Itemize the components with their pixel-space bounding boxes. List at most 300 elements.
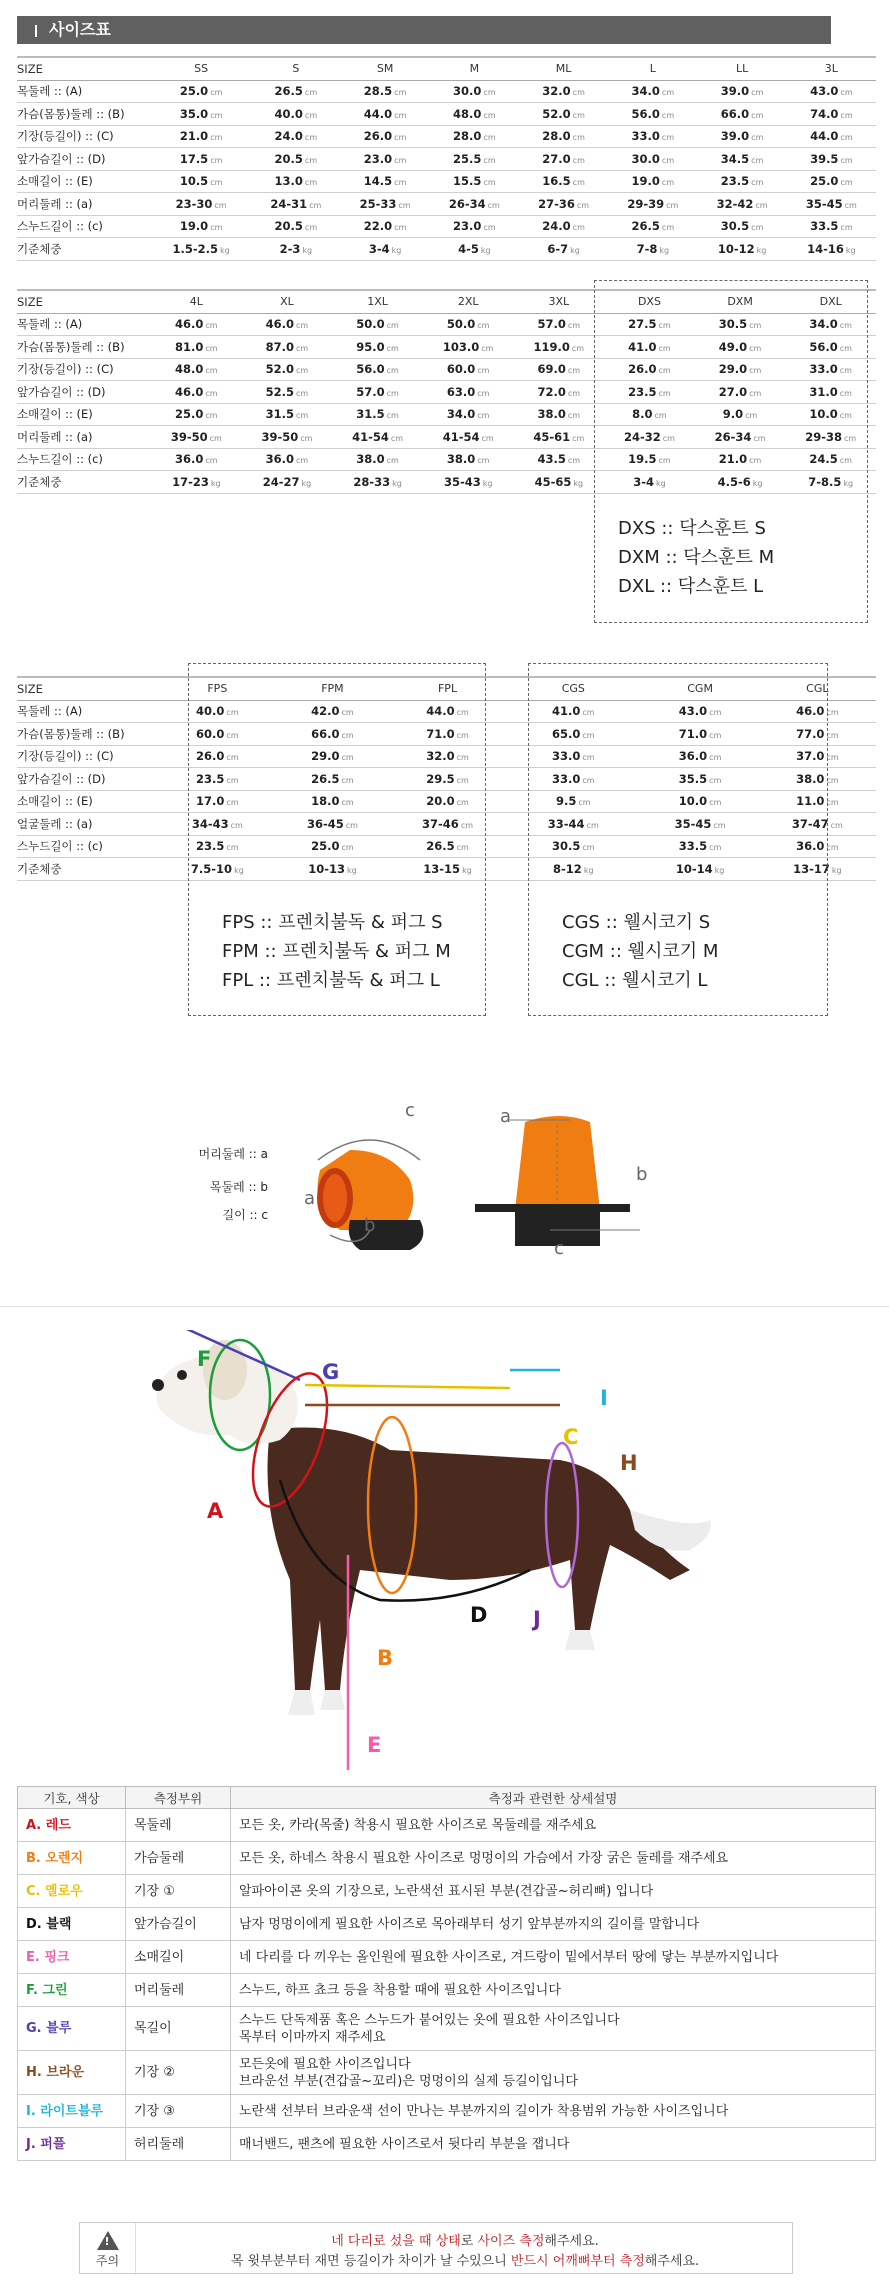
size-unit: kg <box>220 245 230 255</box>
size-unit: kg <box>573 478 584 488</box>
size-cell <box>251 238 340 261</box>
size-unit: cm <box>296 411 309 421</box>
size-cell <box>242 313 333 336</box>
size-value: 46.0 <box>175 384 204 399</box>
size-col-header: 3XL <box>514 290 605 313</box>
size-unit: cm <box>839 411 852 421</box>
size-value: 17.5 <box>179 151 209 166</box>
size-value: 20.5 <box>274 151 303 166</box>
size-value: 22.0 <box>363 219 393 234</box>
size-unit: cm <box>661 155 675 165</box>
size-cell <box>332 403 423 426</box>
size-value: 19.5 <box>628 452 657 467</box>
size-cell <box>242 381 333 404</box>
size-value: 10.0 <box>809 407 838 422</box>
size-cell <box>251 170 340 193</box>
size-unit: kg <box>570 245 580 255</box>
size-value: 30.5 <box>720 219 750 234</box>
size-cell <box>430 193 519 216</box>
size-cell <box>519 215 608 238</box>
size-value: 50.0 <box>446 317 476 332</box>
size-unit: cm <box>839 343 852 353</box>
dog-letter-A: A <box>207 1499 224 1523</box>
size-cell <box>430 125 519 148</box>
size-unit: cm <box>477 456 490 466</box>
size-value: 36.0 <box>678 749 708 764</box>
size-value: 10.5 <box>179 174 209 189</box>
size-unit: cm <box>394 223 407 233</box>
size-value: 25.5 <box>453 151 482 166</box>
size-cell <box>514 403 605 426</box>
table-row <box>18 1974 876 2007</box>
size-unit: cm <box>826 753 839 763</box>
size-col-header: M <box>430 57 519 80</box>
size-value: 33.0 <box>551 749 581 764</box>
size-value: 3-4 <box>368 241 390 256</box>
size-value: 28.0 <box>453 129 482 144</box>
size-value: 34.0 <box>631 84 660 99</box>
size-cell <box>151 125 251 148</box>
size-unit: cm <box>210 155 223 165</box>
size-cell <box>251 103 340 126</box>
caution-text: 로 <box>460 2234 478 2249</box>
size-unit: cm <box>840 88 853 98</box>
size-unit: cm <box>304 178 318 188</box>
size-value: 35-43 <box>443 474 481 489</box>
size-value: 57.0 <box>537 317 566 332</box>
guide-part: 앞가슴길이 <box>126 1908 231 1941</box>
size-unit: cm <box>751 178 764 188</box>
size-value: 44.0 <box>426 704 455 719</box>
size-col-header: FPS <box>160 677 275 700</box>
size-value: 33.5 <box>810 219 839 234</box>
size-cell <box>514 313 605 336</box>
size-value: 30.0 <box>453 84 482 99</box>
snood-letter-a1: a <box>304 1188 316 1209</box>
legend-item: CGM :: 웰시코기 M <box>562 941 719 962</box>
size-unit: cm <box>826 730 839 740</box>
size-value: 36.0 <box>175 452 204 467</box>
guide-line: 매너밴드, 팬츠에 필요한 사이즈로서 뒷다리 부분을 잽니다 <box>239 2136 570 2152</box>
size-value: 31.5 <box>265 407 295 422</box>
size-unit: cm <box>296 343 309 353</box>
size-value: 52.5 <box>265 384 295 399</box>
size-value: 32.0 <box>542 84 571 99</box>
size-cell <box>608 125 697 148</box>
size-value: 60.0 <box>446 362 476 377</box>
legend-item: FPS :: 프렌치불독 & 퍼그 S <box>222 912 443 933</box>
size-unit: cm <box>386 343 399 353</box>
size-value: 26-34 <box>448 196 486 211</box>
size-value: 15.5 <box>453 174 482 189</box>
size-cell <box>251 125 340 148</box>
size-value: 7.5-10 <box>190 861 233 876</box>
size-unit: cm <box>341 708 354 718</box>
size-col-header: ML <box>519 57 608 80</box>
guide-part: 가슴둘레 <box>126 1842 231 1875</box>
size-unit: kg <box>843 478 854 488</box>
size-value: 31.0 <box>809 384 838 399</box>
size-unit: cm <box>304 223 318 233</box>
size-value: 29-38 <box>805 429 842 444</box>
size-unit: kg <box>752 478 763 488</box>
size-cell <box>608 103 697 126</box>
size-col-header: CGM <box>641 677 758 700</box>
size-unit: kg <box>462 865 472 875</box>
size-value: 87.0 <box>265 339 295 354</box>
snood-letter-c2: c <box>554 1238 564 1259</box>
size-unit: cm <box>456 730 469 740</box>
size-cell <box>423 358 514 381</box>
size-cell <box>514 426 605 449</box>
size-unit: cm <box>709 708 722 718</box>
snood-label-b: 목둘레 :: b <box>209 1180 268 1194</box>
size-value: 30.5 <box>718 317 748 332</box>
size-value: 26.0 <box>628 362 657 377</box>
size-unit: cm <box>296 456 309 466</box>
size-value: 24-32 <box>623 429 661 444</box>
size-unit: cm <box>661 223 675 233</box>
size-value: 13-17 <box>793 861 830 876</box>
size-value: 43.5 <box>537 452 566 467</box>
size-unit: cm <box>586 820 599 830</box>
row-label: 앞가슴길이 :: (D) <box>17 148 151 171</box>
guide-line: 노란색 선부터 브라운색 선이 만나는 부분까지의 길이가 착용범위 가능한 사이즈입니다 <box>239 2103 729 2119</box>
size-unit: cm <box>844 200 857 210</box>
size-col-header: LL <box>697 57 786 80</box>
size-unit: cm <box>456 708 469 718</box>
guide-text <box>231 1809 876 1842</box>
size-unit: cm <box>205 343 218 353</box>
size-unit: cm <box>483 155 496 165</box>
size-cell <box>332 426 423 449</box>
snood-illustration <box>290 1100 650 1270</box>
size-value: 19.0 <box>179 219 209 234</box>
table-row <box>17 238 876 261</box>
size-unit: cm <box>658 456 671 466</box>
size-value: 56.0 <box>356 362 385 377</box>
size-unit: cm <box>456 753 469 763</box>
size-unit: cm <box>658 388 671 398</box>
size-unit: kg <box>659 245 670 255</box>
size-unit: cm <box>300 433 313 443</box>
size-cell <box>151 471 242 494</box>
size-col-header: XL <box>242 290 333 313</box>
size-value: 52.0 <box>265 362 295 377</box>
size-cell <box>787 80 876 103</box>
size-col-header: L <box>608 57 697 80</box>
size-unit: cm <box>843 433 857 443</box>
dog-letter-H: H <box>620 1451 638 1475</box>
size-unit: cm <box>840 223 853 233</box>
size-col-header: SS <box>151 57 251 80</box>
size-unit: cm <box>481 433 494 443</box>
size-table-1 <box>17 56 876 261</box>
size-value: 10-12 <box>717 241 755 256</box>
size-cell <box>151 80 251 103</box>
size-value: 33.5 <box>678 839 708 854</box>
size-cell <box>608 170 697 193</box>
size-value: 38.0 <box>446 452 476 467</box>
row-label: 가슴(몸통)둘레 :: (B) <box>17 723 160 746</box>
row-label: 목둘레 :: (A) <box>17 80 151 103</box>
guide-text <box>231 2007 876 2051</box>
size-value: 28.0 <box>542 129 571 144</box>
size-unit: cm <box>749 343 762 353</box>
size-value: 66.0 <box>311 726 340 741</box>
size-col-header: DXS <box>604 290 695 313</box>
size-value: 26-34 <box>714 429 752 444</box>
size-unit: kg <box>210 478 221 488</box>
guide-key: G. 블루 <box>18 2007 126 2051</box>
size-cell <box>697 103 786 126</box>
size-cell <box>787 148 876 171</box>
guide-line: 스누드, 하프 쵸크 등을 착용할 때에 필요한 사이즈입니다 <box>239 1982 561 1998</box>
guide-text <box>231 2128 876 2161</box>
size-cell <box>251 193 340 216</box>
size-value: 4-5 <box>458 241 479 256</box>
size-unit: cm <box>226 843 239 853</box>
size-value: 37-46 <box>422 816 459 831</box>
size-cell <box>519 148 608 171</box>
dog-body <box>152 1340 711 1715</box>
size-unit: cm <box>582 730 595 740</box>
size-unit: cm <box>226 798 239 808</box>
size-value: 35-45 <box>674 816 712 831</box>
size-unit: cm <box>483 110 496 120</box>
table-row <box>18 1908 876 1941</box>
table-row <box>17 125 876 148</box>
guide-col-header: 측정부위 <box>126 1787 231 1809</box>
size-value: 40.0 <box>274 106 303 121</box>
size-unit: cm <box>830 820 843 830</box>
size-cell <box>519 103 608 126</box>
size-value: 39-50 <box>261 429 299 444</box>
size-unit: cm <box>572 110 585 120</box>
size-unit: cm <box>839 366 852 376</box>
size-value: 20.5 <box>274 219 303 234</box>
size-value: 39.5 <box>810 151 839 166</box>
size-value: 29-39 <box>627 196 665 211</box>
size-unit: cm <box>567 388 581 398</box>
guide-text <box>231 2051 876 2095</box>
snood-letter-b1: b <box>364 1215 376 1236</box>
size-cell <box>340 148 429 171</box>
size-value: 23.5 <box>720 174 750 189</box>
size-unit: cm <box>751 110 764 120</box>
size-value: 26.0 <box>363 129 393 144</box>
guide-key: E. 핑크 <box>18 1941 126 1974</box>
size-value: 72.0 <box>537 384 566 399</box>
size-cell <box>423 403 514 426</box>
size-unit: cm <box>386 321 399 331</box>
size-value: 16.5 <box>542 174 571 189</box>
size-value: 14-16 <box>807 241 844 256</box>
size-value: 43.0 <box>810 84 839 99</box>
size-unit: cm <box>477 366 490 376</box>
size-unit: cm <box>839 321 852 331</box>
guide-key: F. 그린 <box>18 1974 126 2007</box>
size-unit: cm <box>661 133 675 143</box>
guide-text <box>231 1875 876 1908</box>
size-unit: cm <box>745 411 758 421</box>
size-cell <box>332 336 423 359</box>
size-value: 35-45 <box>805 196 843 211</box>
size-value: 28-33 <box>353 474 391 489</box>
size-unit: cm <box>210 88 223 98</box>
size-unit: cm <box>394 88 407 98</box>
size-unit: cm <box>572 155 585 165</box>
size-cell <box>423 381 514 404</box>
size-unit: cm <box>572 178 585 188</box>
size-value: 1.5-2.5 <box>172 241 219 256</box>
row-label: 가슴(몸통)둘레 :: (B) <box>17 103 151 126</box>
size-unit: cm <box>210 223 223 233</box>
guide-text <box>231 1842 876 1875</box>
size-col-header: DXM <box>695 290 786 313</box>
size-cell <box>787 103 876 126</box>
size-value: 41.0 <box>628 339 657 354</box>
size-unit: cm <box>390 433 404 443</box>
size-value: 63.0 <box>446 384 476 399</box>
size-cell <box>787 170 876 193</box>
size-cell <box>340 80 429 103</box>
size-value: 31.5 <box>356 407 385 422</box>
size-unit: cm <box>341 843 354 853</box>
table-row <box>17 80 876 103</box>
size-value: 24.0 <box>542 219 571 234</box>
size-value: 41.0 <box>551 704 581 719</box>
dog-letter-I: I <box>600 1386 608 1410</box>
page-title: 사이즈표 <box>49 20 111 39</box>
size-unit: kg <box>346 865 357 875</box>
table-row <box>18 2007 876 2051</box>
size-unit: cm <box>214 200 227 210</box>
size-value: 32.0 <box>426 749 455 764</box>
size-value: 26.5 <box>311 771 340 786</box>
caution-text: 목 윗부분부터 재면 등길이가 차이가 날 수있으니 <box>230 2254 511 2269</box>
size-unit: cm <box>826 798 839 808</box>
size-unit: cm <box>713 820 726 830</box>
size-value: 26.5 <box>631 219 660 234</box>
size-cell <box>242 426 333 449</box>
size-unit: cm <box>826 843 839 853</box>
table-row <box>17 170 876 193</box>
snood-front-view <box>475 1116 640 1250</box>
size-unit: cm <box>755 200 768 210</box>
size-value: 23.5 <box>196 839 225 854</box>
size-unit: cm <box>210 110 223 120</box>
size-cell <box>514 358 605 381</box>
table-row <box>17 103 876 126</box>
row-label: 소매길이 :: (E) <box>17 403 151 426</box>
row-label: 목둘레 :: (A) <box>17 700 160 723</box>
size-cell <box>697 215 786 238</box>
size-cell <box>423 426 514 449</box>
size-value: 103.0 <box>442 339 480 354</box>
size-unit: cm <box>477 411 490 421</box>
guide-line: 모든 옷, 하네스 착용시 필요한 사이즈로 멍멍이의 가슴에서 가장 굵은 둘레를 재주세요 <box>239 1850 729 1866</box>
table-row <box>18 2128 876 2161</box>
size-unit: cm <box>839 456 852 466</box>
size-cell <box>519 80 608 103</box>
size-unit: cm <box>751 133 764 143</box>
size-value: 34.0 <box>809 317 838 332</box>
guide-key: A. 레드 <box>18 1809 126 1842</box>
size-value: 27.5 <box>628 317 657 332</box>
guide-key: B. 오렌지 <box>18 1842 126 1875</box>
row-label: 기장(등길이) :: (C) <box>17 745 160 768</box>
size-value: 18.0 <box>311 794 340 809</box>
size-cell <box>340 193 429 216</box>
size-unit: cm <box>749 321 762 331</box>
size-unit: cm <box>751 88 764 98</box>
size-unit: cm <box>840 155 853 165</box>
size-unit: cm <box>662 433 675 443</box>
size-value: 13.0 <box>274 174 303 189</box>
size-value: 10-14 <box>675 861 713 876</box>
legend-item: DXS :: 닥스훈트 S <box>618 518 766 539</box>
size-value: 23.5 <box>196 771 225 786</box>
size-value: 23-30 <box>175 196 213 211</box>
size-cell <box>151 403 242 426</box>
guide-part: 머리둘레 <box>126 1974 231 2007</box>
size-unit: cm <box>460 820 474 830</box>
snood-letter-a2: a <box>500 1106 512 1127</box>
table-row <box>17 215 876 238</box>
dog-letter-E: E <box>367 1733 382 1757</box>
guide-part: 기장 ③ <box>126 2095 231 2128</box>
guide-text <box>231 1941 876 1974</box>
size-value: 10.0 <box>678 794 708 809</box>
table-row <box>18 2095 876 2128</box>
size-unit: cm <box>398 200 411 210</box>
size-unit: kg <box>756 245 767 255</box>
size-unit: cm <box>341 798 354 808</box>
size-col-header: 1XL <box>332 290 423 313</box>
caution-note <box>79 2222 793 2274</box>
size-cell <box>787 125 876 148</box>
size-value: 27-36 <box>538 196 575 211</box>
guide-col-header: 측정과 관련한 상세설명 <box>231 1787 876 1809</box>
size-cell <box>151 215 251 238</box>
size-value: 26.0 <box>196 749 225 764</box>
size-unit: cm <box>296 388 309 398</box>
size-value: 29.0 <box>311 749 340 764</box>
legend-item: FPM :: 프렌치불독 & 퍼그 M <box>222 941 451 962</box>
row-label: 앞가슴길이 :: (D) <box>17 768 160 791</box>
size-value: 65.0 <box>551 726 581 741</box>
size-value: 34.0 <box>446 407 476 422</box>
size-value: 21.0 <box>718 452 748 467</box>
size-unit: kg <box>391 245 402 255</box>
size-unit: kg <box>831 865 842 875</box>
caution-emph: 반드시 어깨뼈부터 측정 <box>510 2254 645 2269</box>
size-cell <box>430 238 519 261</box>
size-unit: cm <box>209 433 222 443</box>
size-unit: cm <box>481 343 494 353</box>
dog-letter-D: D <box>470 1603 488 1627</box>
size-value: 42.0 <box>311 704 340 719</box>
size-unit: cm <box>309 200 322 210</box>
size-cell <box>697 193 786 216</box>
size-unit: kg <box>480 245 491 255</box>
row-label: 소매길이 :: (E) <box>17 790 160 813</box>
size-value: 34-43 <box>191 816 229 831</box>
row-label: 소매길이 :: (E) <box>17 170 151 193</box>
size-unit: cm <box>341 775 354 785</box>
size-cell <box>697 148 786 171</box>
